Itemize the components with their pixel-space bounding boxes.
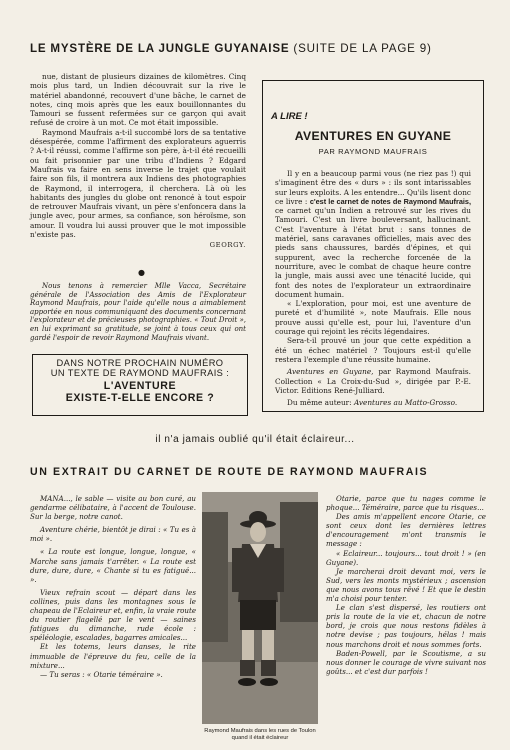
extract-paragraph: « Eclaireur... toujours... tout droit ! » (en Guyane). bbox=[326, 548, 486, 567]
review-other-book bbox=[275, 398, 471, 407]
next-issue-promo bbox=[32, 354, 248, 416]
extract-paragraph: Otarie, parce que tu nages comme le phoque... Téméraire, parce que tu risques... bbox=[326, 494, 486, 513]
extract-right-column bbox=[326, 494, 486, 676]
article-paragraph: Raymond Maufrais a-t-il succombé lors de sa tentative désespérée, comme l'affirment des explorateurs aguerris ? A-t-il réussi, comme l'affirme son père, à-t-il été recueilli ou fait prisonnier par une tribu d'Indiens ? Edgard Maufrais va faire en sens inverse le trajet que voulait faire son fils, il montrera aux Indiens des photographies de Raymond, il interrogera, il cherchera. Là où les habitants des jungles du globe ont renoncé à tout espoir de retrouver Maufrais vivant, un père s'enfoncera dans la jungle avec, pour armes, sa confiance, son héroïsme, son amour. Il voudra lui aussi prouver que le mot impossible n'existe pas. bbox=[30, 127, 246, 240]
extract-section-title: UN EXTRAIT DU CARNET DE ROUTE DE RAYMOND MAUFRAIS bbox=[30, 466, 429, 478]
other-book-label: Du même auteur: bbox=[287, 398, 354, 408]
extract-paragraph: Aventure chérie, bientôt je dirai : « Tu es à moi ». bbox=[30, 525, 196, 544]
extract-paragraph: Baden-Powell, par le Scoutisme, a su nous donner le courage de vivre suivant nos goûts... et c'est dur parfois ! bbox=[326, 648, 486, 676]
book-title: Aventures en Guyane bbox=[287, 367, 372, 377]
scout-photo bbox=[202, 492, 318, 724]
promo-line-4: EXISTE-T-ELLE ENCORE ? bbox=[65, 392, 215, 404]
extract-paragraph: Le clan s'est dispersé, les routiers ont pris la route de la vie et, chacun de notre bord, je crois que nous restons fidèles à notre devise ; pas toujours, hélas ! mais nous marchons droit et nous sommes forts. bbox=[326, 603, 486, 649]
review-paragraph: « L'exploration, pour moi, est une aventure de pureté et d'humilité », note Maufrais. Elle nous prouve aussi qu'elle est, pour lui, l'aventure d'un courage qui rejoint les récits légendaires. bbox=[275, 299, 471, 337]
extract-left-column bbox=[30, 494, 196, 679]
other-book-title: Aventures au Matto-Grosso. bbox=[353, 398, 458, 408]
extract-paragraph: Vieux refrain scout — départ dans les collines, puis dans les montagnes sous le chapeau de l'Eclaireur et, enfin, la vraie route du routier flagellé par le vent — saines fatigues du dimanche, rude école : spéléologie, escalades, bagarres amicales... bbox=[30, 587, 197, 643]
promo-line-2: UN TEXTE DE RAYMOND MAUFRAIS : bbox=[50, 368, 230, 378]
extract-paragraph: MANA..., le sable — visite au bon curé, au gendarme célibataire, à l'accent de Toulouse. Sur la berge, notre canot. bbox=[30, 494, 196, 522]
review-title: AVENTURES EN GUYANE bbox=[294, 129, 452, 143]
header-title: LE MYSTÈRE DE LA JUNGLE GUYANAISE bbox=[30, 42, 290, 55]
review-body bbox=[275, 169, 471, 407]
review-byline: PAR RAYMOND MAUFRAIS bbox=[318, 147, 428, 156]
review-paragraph: Sera-t-il prouvé un jour que cette expédition a été un échec matériel ? Toujours est-il qu'elle restera l'exemple d'une réussite humaine. bbox=[275, 336, 471, 364]
book-details: , par Raymond Maufrais. Collection « La Croix-du-Sud », dirigée par P.-E. Victor. Editions René-Julliard. bbox=[275, 367, 471, 395]
thanks-note bbox=[30, 282, 246, 342]
review-kicker: A LIRE ! bbox=[271, 111, 308, 122]
review-book-info bbox=[275, 367, 471, 395]
extract-paragraph: — Tu seras : « Otarie téméraire ». bbox=[40, 669, 163, 679]
scout-photo-illustration bbox=[202, 492, 318, 724]
extract-paragraph: Je marcherai droit devant moi, vers le Sud, vers les monts mystérieux ; ascension que nous avons tous rêvé ! Et que le destin m'a choisi pour tenter. bbox=[326, 566, 486, 604]
review-paragraph bbox=[275, 169, 471, 299]
article-signature: GEORGY. bbox=[209, 241, 246, 250]
extract-paragraph: Des amis m'appellent encore Otarie, ce sont ceux dont les dernières lettres d'encouragement m'ont transmis le message : bbox=[326, 512, 486, 549]
promo-line-1: DANS NOTRE PROCHAIN NUMÉRO bbox=[56, 358, 224, 368]
review-text: ce carnet qu'un Indien a retrouvé sur les rives du Tamouri. C'est un livre bouleversant, hallucinant. C'est l'aventure à l'état brut : sans tonnes de matériel, sans caravanes officielles, mais avec des pieds sans chaussures, bardés d'épines, et qui suppurent, avec la recherche forcenée de la nourriture, avec le combat de chaque heure contre la jungle, mais aussi avec une ténacité lucide, qui font des notes de l'explorateur un extraordinaire document humain. bbox=[275, 206, 471, 299]
article-continuation bbox=[30, 72, 246, 251]
review-bold-text: c'est le carnet de notes de Raymond Maufrais, bbox=[309, 196, 471, 206]
review-text: Il y en a beaucoup parmi vous (ne riez pas !) qui s'imaginent être des « durs » : ils sont intarissables sur leurs exploits. A les entendre... Qu'ils lisent donc ce livre : bbox=[275, 169, 471, 206]
header-continuation: (SUITE DE LA PAGE 9) bbox=[289, 42, 432, 55]
thanks-text: Nous tenons à remercier Mlle Vacca, Secrétaire générale de l'Association des Amis de l'Explorateur Raymond Maufrais, pour l'aide qu'elle nous a aimablement apportée en nous communiquant des documents concernant l'explorateur et de précieuses photographies. « Tout Droit », en lui exprimant sa gratitude, se joint à tous ceux qui ont gardé l'espoir de revoir Raymond Maufrais vivant. bbox=[30, 282, 246, 342]
extract-song: « La route est longue, longue, longue, « Marche sans jamais t'arrêter. « La route est dure, dure, dure, « Chante si tu es fatigué... ». bbox=[30, 547, 196, 584]
photo-caption: Raymond Maufrais dans les rues de Toulon quand il était éclaireur bbox=[204, 728, 316, 741]
separator-dot-icon: ● bbox=[138, 268, 145, 277]
promo-line-3: L'AVENTURE bbox=[103, 380, 177, 392]
running-header bbox=[30, 42, 490, 55]
book-review-box bbox=[262, 80, 484, 412]
extract-paragraph: Et les totems, leurs danses, le rite immuable de l'épreuve du feu, celle de la mixture... bbox=[30, 642, 196, 670]
article-paragraph: nue, distant de plusieurs dizaines de kilomètres. Cinq mois plus tard, un Indien découvrait sur la rive le matériel abandonné, recouvert d'une bâche, le carnet de notes, cinq mois après que les eaux bouillonnantes du Tamouri se fussent refermées sur ce garçon qui avait refusé de croire à un mot. Ce mot était impossible. bbox=[30, 72, 246, 128]
scout-tagline: il n'a jamais oublié qu'il était éclaireur... bbox=[155, 434, 355, 445]
